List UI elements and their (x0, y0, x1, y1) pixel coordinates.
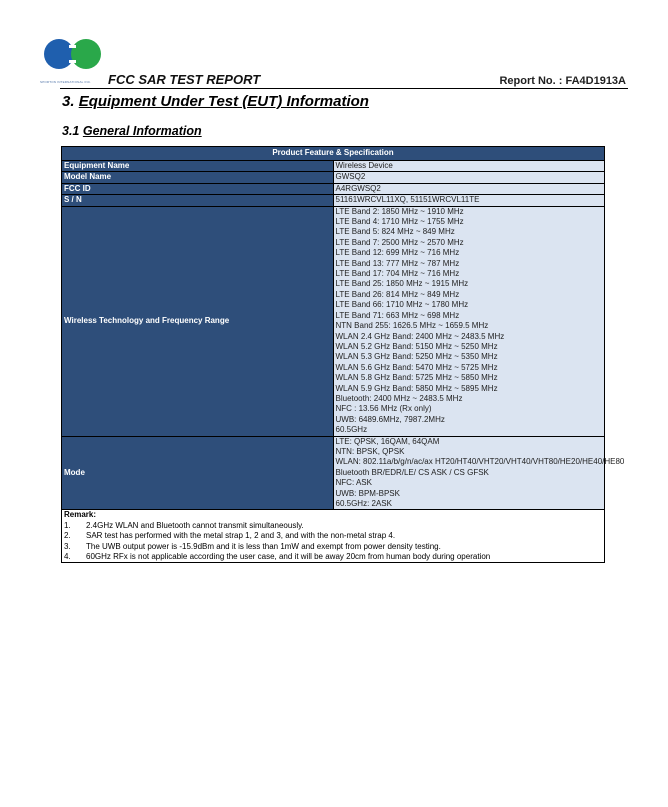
frequency-label-text: Wireless Technology and Frequency Range (64, 315, 230, 325)
freq-line: WLAN 5.6 GHz Band: 5470 MHz ~ 5725 MHz (335, 362, 498, 372)
mode-line: Bluetooth BR/EDR/LE/ CS ASK / CS GFSK (335, 467, 489, 477)
freq-line: LTE Band 7: 2500 MHz ~ 2570 MHz (335, 237, 464, 247)
frequency-label (62, 206, 334, 436)
freq-line: Bluetooth: 2400 MHz ~ 2483.5 MHz (335, 393, 463, 403)
freq-line: WLAN 5.3 GHz Band: 5250 MHz ~ 5350 MHz (335, 352, 498, 362)
remark-number: 2. (64, 531, 71, 541)
row-value: Wireless Device (333, 161, 605, 172)
remarks-row (62, 510, 605, 563)
row-value: A4RGWSQ2 (333, 183, 605, 194)
table-row (62, 195, 605, 206)
row-value: 51161WRCVL11XQ, 51151WRCVL11TE (333, 195, 605, 206)
logo-caption: SPORTON INTERNATIONAL INC. (40, 80, 92, 84)
freq-line: LTE Band 12: 699 MHz ~ 716 MHz (335, 248, 460, 258)
table-header: Product Feature & Specification (62, 147, 605, 161)
remark-text: The UWB output power is -15.9dBm and it is less than 1mW and exempt from power density testing. (86, 541, 441, 551)
freq-line: WLAN 2.4 GHz Band: 2400 MHz ~ 2483.5 MHz (335, 331, 505, 341)
freq-line: UWB: 6489.6MHz, 7987.2MHz (335, 414, 445, 424)
freq-line: WLAN 5.8 GHz Band: 5725 MHz ~ 5850 MHz (335, 373, 498, 383)
company-logo (42, 30, 104, 82)
freq-line: WLAN 5.9 GHz Band: 5850 MHz ~ 5895 MHz (335, 383, 498, 393)
freq-line: LTE Band 13: 777 MHz ~ 787 MHz (335, 258, 460, 268)
freq-line: LTE Band 26: 814 MHz ~ 849 MHz (335, 289, 460, 299)
freq-line: NFC : 13.56 MHz (Rx only) (335, 404, 432, 414)
mode-line: NTN: BPSK, QPSK (335, 446, 405, 456)
freq-line: 60.5GHz (335, 425, 368, 435)
row-label: FCC ID (62, 183, 334, 194)
remark-item (64, 521, 602, 531)
header-divider (60, 88, 628, 89)
mode-line: WLAN: 802.11a/b/g/n/ac/ax HT20/HT40/VHT20/VHT40/VHT80/HE20/HE40/HE80 (335, 457, 625, 467)
frequency-list (333, 206, 605, 436)
section-heading (62, 93, 369, 110)
row-label: Model Name (62, 172, 334, 183)
freq-line: LTE Band 2: 1850 MHz ~ 1910 MHz (335, 206, 464, 216)
remark-item (64, 542, 602, 552)
product-spec-table (61, 146, 625, 563)
frequency-row (62, 206, 605, 436)
row-label: Equipment Name (62, 161, 334, 172)
freq-line: LTE Band 25: 1850 MHz ~ 1915 MHz (335, 279, 469, 289)
mode-line: UWB: BPM-BPSK (335, 488, 400, 498)
table-row (62, 183, 605, 194)
subsection-number: 3.1 (62, 124, 80, 138)
freq-line: LTE Band 5: 824 MHz ~ 849 MHz (335, 227, 455, 237)
remark-text: 60GHz RFx is not applicable according the user case, and it will be away 20cm from human body during operation (86, 552, 491, 562)
remark-number: 1. (64, 520, 71, 530)
subsection-title: General Information (82, 124, 202, 138)
mode-line: LTE: QPSK, 16QAM, 64QAM (335, 436, 440, 446)
section-title: Equipment Under Test (EUT) Information (78, 93, 369, 110)
remarks-title: Remark: (64, 510, 97, 520)
remark-number: 3. (64, 541, 71, 551)
freq-line: LTE Band 66: 1710 MHz ~ 1780 MHz (335, 300, 469, 310)
remark-text: 2.4GHz WLAN and Bluetooth cannot transmit simultaneously. (86, 520, 304, 530)
freq-line: LTE Band 4: 1710 MHz ~ 1755 MHz (335, 217, 464, 227)
freq-line: LTE Band 17: 704 MHz ~ 716 MHz (335, 269, 460, 279)
mode-line: 60.5GHz: 2ASK (335, 499, 392, 508)
freq-line: NTN Band 255: 1626.5 MHz ~ 1659.5 MHz (335, 321, 489, 331)
row-label: S / N (62, 195, 334, 206)
table-header-row (62, 147, 605, 161)
mode-label: Mode (62, 436, 334, 510)
remark-item (64, 552, 602, 562)
section-number: 3. (62, 93, 75, 110)
remarks-cell (62, 510, 605, 563)
remark-item (64, 531, 602, 541)
table-row (62, 172, 605, 183)
report-number: Report No. : FA4D1913A (499, 75, 626, 87)
mode-line: NFC: ASK (335, 478, 372, 488)
table-row (62, 161, 605, 172)
mode-list (333, 436, 625, 510)
subsection-heading (62, 124, 202, 138)
mode-row (62, 436, 605, 510)
remark-text: SAR test has performed with the metal strap 1, 2 and 3, and with the non-metal strap 4. (86, 531, 396, 541)
freq-line: LTE Band 71: 663 MHz ~ 698 MHz (335, 310, 460, 320)
row-value: GWSQ2 (333, 172, 605, 183)
remark-number: 4. (64, 552, 71, 562)
freq-line: WLAN 5.2 GHz Band: 5150 MHz ~ 5250 MHz (335, 341, 498, 351)
report-title: FCC SAR TEST REPORT (108, 72, 261, 87)
